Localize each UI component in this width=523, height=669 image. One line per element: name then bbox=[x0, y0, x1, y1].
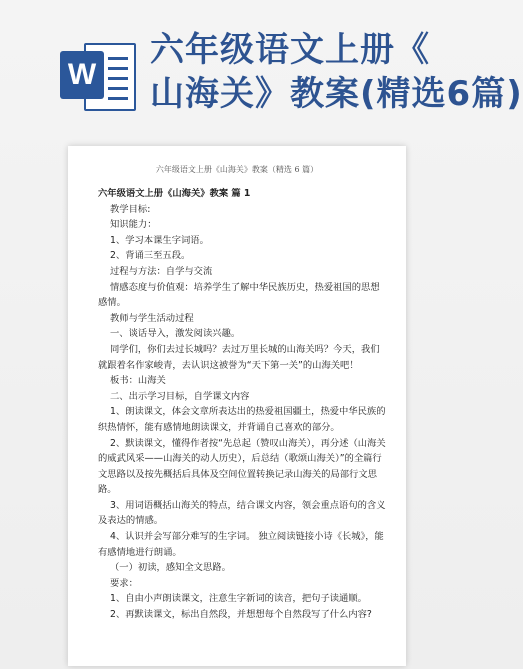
title-line-2: 山海关》教案(精选6篇) bbox=[150, 74, 523, 114]
paragraph: 2、再默读课文，标出自然段，并想想每个自然段写了什么内容? bbox=[110, 609, 372, 621]
paragraph: 3、用词语概括山海关的特点，结合课文内容，领会重点语句的含义及表达的情感。 bbox=[98, 499, 386, 527]
paragraph: 4、认识并会写部分难写的生字词。 独立阅读链接小诗《长城》，能有感情地进行朗诵。 bbox=[98, 531, 384, 558]
paragraph: 同学们，你们去过长城吗？去过万里长城的山海关吗？今天，我们就跟着名作家峻青，去认识这被誉为“天下第一关”的山海关吧！ bbox=[98, 343, 380, 371]
paragraph: 1、自由小声朗读课文，注意生字新词的读音，把句子读通顺。 bbox=[110, 593, 367, 605]
paragraph: 2、背诵三至五段。 bbox=[110, 250, 191, 262]
title-line-1: 六年级语文上册《 bbox=[150, 30, 430, 70]
paragraph: 一、谈话导入，激发阅读兴趣。 bbox=[110, 328, 241, 340]
paragraph: 情感态度与价值观：培养学生了解中华民族历史，热爱祖国的思想感情。 bbox=[98, 281, 380, 309]
document-title bbox=[150, 28, 523, 116]
word-badge: W bbox=[60, 51, 104, 99]
paragraph: 板书：山海关 bbox=[110, 375, 166, 387]
paragraph: 1、学习本课生字词语。 bbox=[110, 234, 209, 246]
paragraph: 过程与方法：自学与交流 bbox=[110, 265, 213, 277]
paragraph: 要求： bbox=[110, 577, 138, 589]
paragraph: 知识能力： bbox=[110, 219, 157, 231]
paragraph: 教学目标: bbox=[110, 203, 151, 215]
paragraph: 2、默读课文，懂得作者按“先总起（赞叹山海关），再分述（山海关的威武风采——山海关的动人历史），后总结（歌颂山海关）”的全篇行文思路以及按先概括后具体及空间位置转换记录山海关的局部行文思路。 bbox=[98, 437, 386, 496]
document-body bbox=[98, 186, 388, 623]
document-banner bbox=[0, 0, 523, 160]
word-icon bbox=[60, 37, 134, 113]
section-heading: 六年级语文上册《山海关》教案 篇 1 bbox=[98, 188, 251, 199]
paragraph: （一）初读，感知全文思路。 bbox=[110, 562, 231, 574]
paragraph: 1、朗读课文，体会文章所表达出的热爱祖国疆土，热爱中华民族的织热情怀，能有感情地朗读课文，并背诵自己喜欢的部分。 bbox=[98, 406, 386, 433]
page-header: 六年级语文上册《山海关》教案（精选 6 篇） bbox=[155, 165, 319, 174]
document-page bbox=[68, 146, 406, 666]
paragraph: 二、出示学习目标，自学课文内容 bbox=[110, 390, 250, 402]
paragraph: 教师与学生活动过程 bbox=[110, 312, 194, 324]
